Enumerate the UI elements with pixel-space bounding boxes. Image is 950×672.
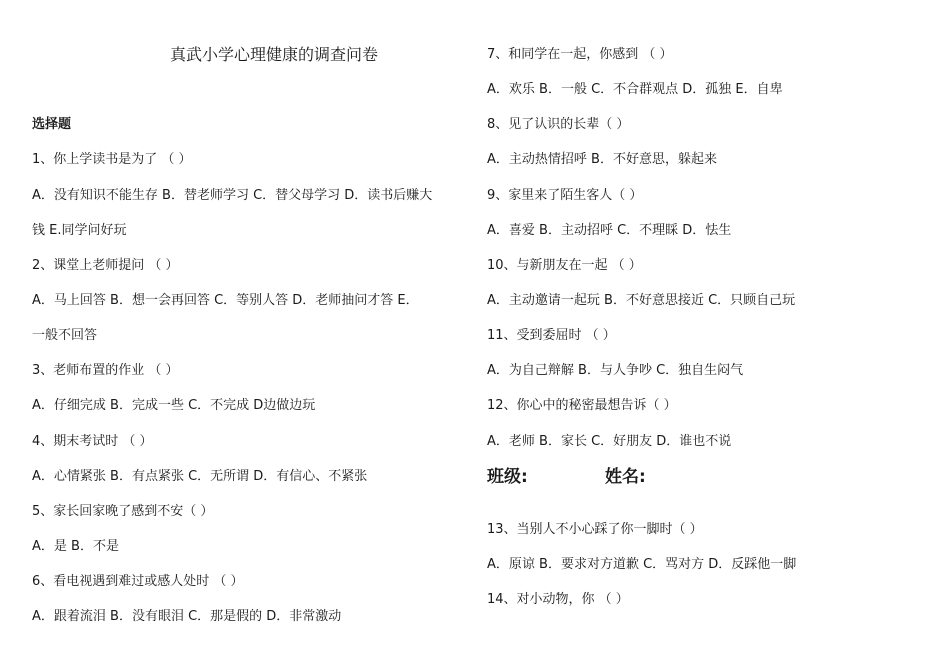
options-4: A．心情紧张 B．有点紧张 C．无所谓 D．有信心、不紧张 [32,469,368,484]
question-7: 7、和同学在一起，你感到 （ ） [487,47,673,62]
options-12: A．老师 B．家长 C．好朋友 D．谁也不说 [487,434,732,449]
question-10: 10、与新朋友在一起 （ ） [487,258,642,273]
options-6: A．跟着流泪 B．没有眼泪 C．那是假的 D．非常激动 [32,609,342,624]
question-12: 12、你心中的秘密最想告诉（ ） [487,398,677,413]
section-label: 选择题 [32,117,72,132]
options-2-line-1: A．马上回答 B．想一会再回答 C．等别人答 D．老师抽问才答 E． [32,293,419,308]
options-2-line-2: 一般不回答 [32,328,98,343]
name-label: 姓名: [605,467,646,487]
question-8: 8、见了认识的长辈（ ） [487,117,630,132]
options-1-line-2: 钱 E.同学问好玩 [32,223,127,238]
question-1: 1、你上学读书是为了 （ ） [32,152,192,167]
options-11: A．为自己辩解 B．与人争吵 C．独自生闷气 [487,363,744,378]
options-13: A．原谅 B．要求对方道歉 C．骂对方 D．反踩他一脚 [487,557,797,572]
question-4: 4、期末考试时 （ ） [32,434,153,449]
question-3: 3、老师布置的作业 （ ） [32,363,179,378]
question-9: 9、家里来了陌生客人（ ） [487,188,643,203]
question-11: 11、受到委屈时 （ ） [487,328,616,343]
question-13: 13、当别人不小心踩了你一脚时（ ） [487,522,703,537]
options-3: A．仔细完成 B．完成一些 C．不完成 D边做边玩 [32,398,316,413]
options-8: A．主动热情招呼 B．不好意思，躲起来 [487,152,717,167]
question-5: 5、家长回家晚了感到不安（ ） [32,504,214,519]
options-9: A．喜爱 B．主动招呼 C．不理睬 D．怯生 [487,223,732,238]
question-2: 2、课堂上老师提问 （ ） [32,258,179,273]
options-7: A．欢乐 B．一般 C．不合群观点 D．孤独 E．自卑 [487,82,783,97]
question-6: 6、看电视遇到难过或感人处时 （ ） [32,574,244,589]
options-5: A．是 B．不是 [32,539,119,554]
options-1-line-1: A．没有知识不能生存 B．替老师学习 C．替父母学习 D．读书后赚大 [32,188,433,203]
page-title: 真武小学心理健康的调查问卷 [170,45,379,64]
class-label: 班级: [487,467,528,487]
options-10: A．主动邀请一起玩 B．不好意思接近 C．只顾自己玩 [487,293,796,308]
question-14: 14、对小动物，你 （ ） [487,592,629,607]
